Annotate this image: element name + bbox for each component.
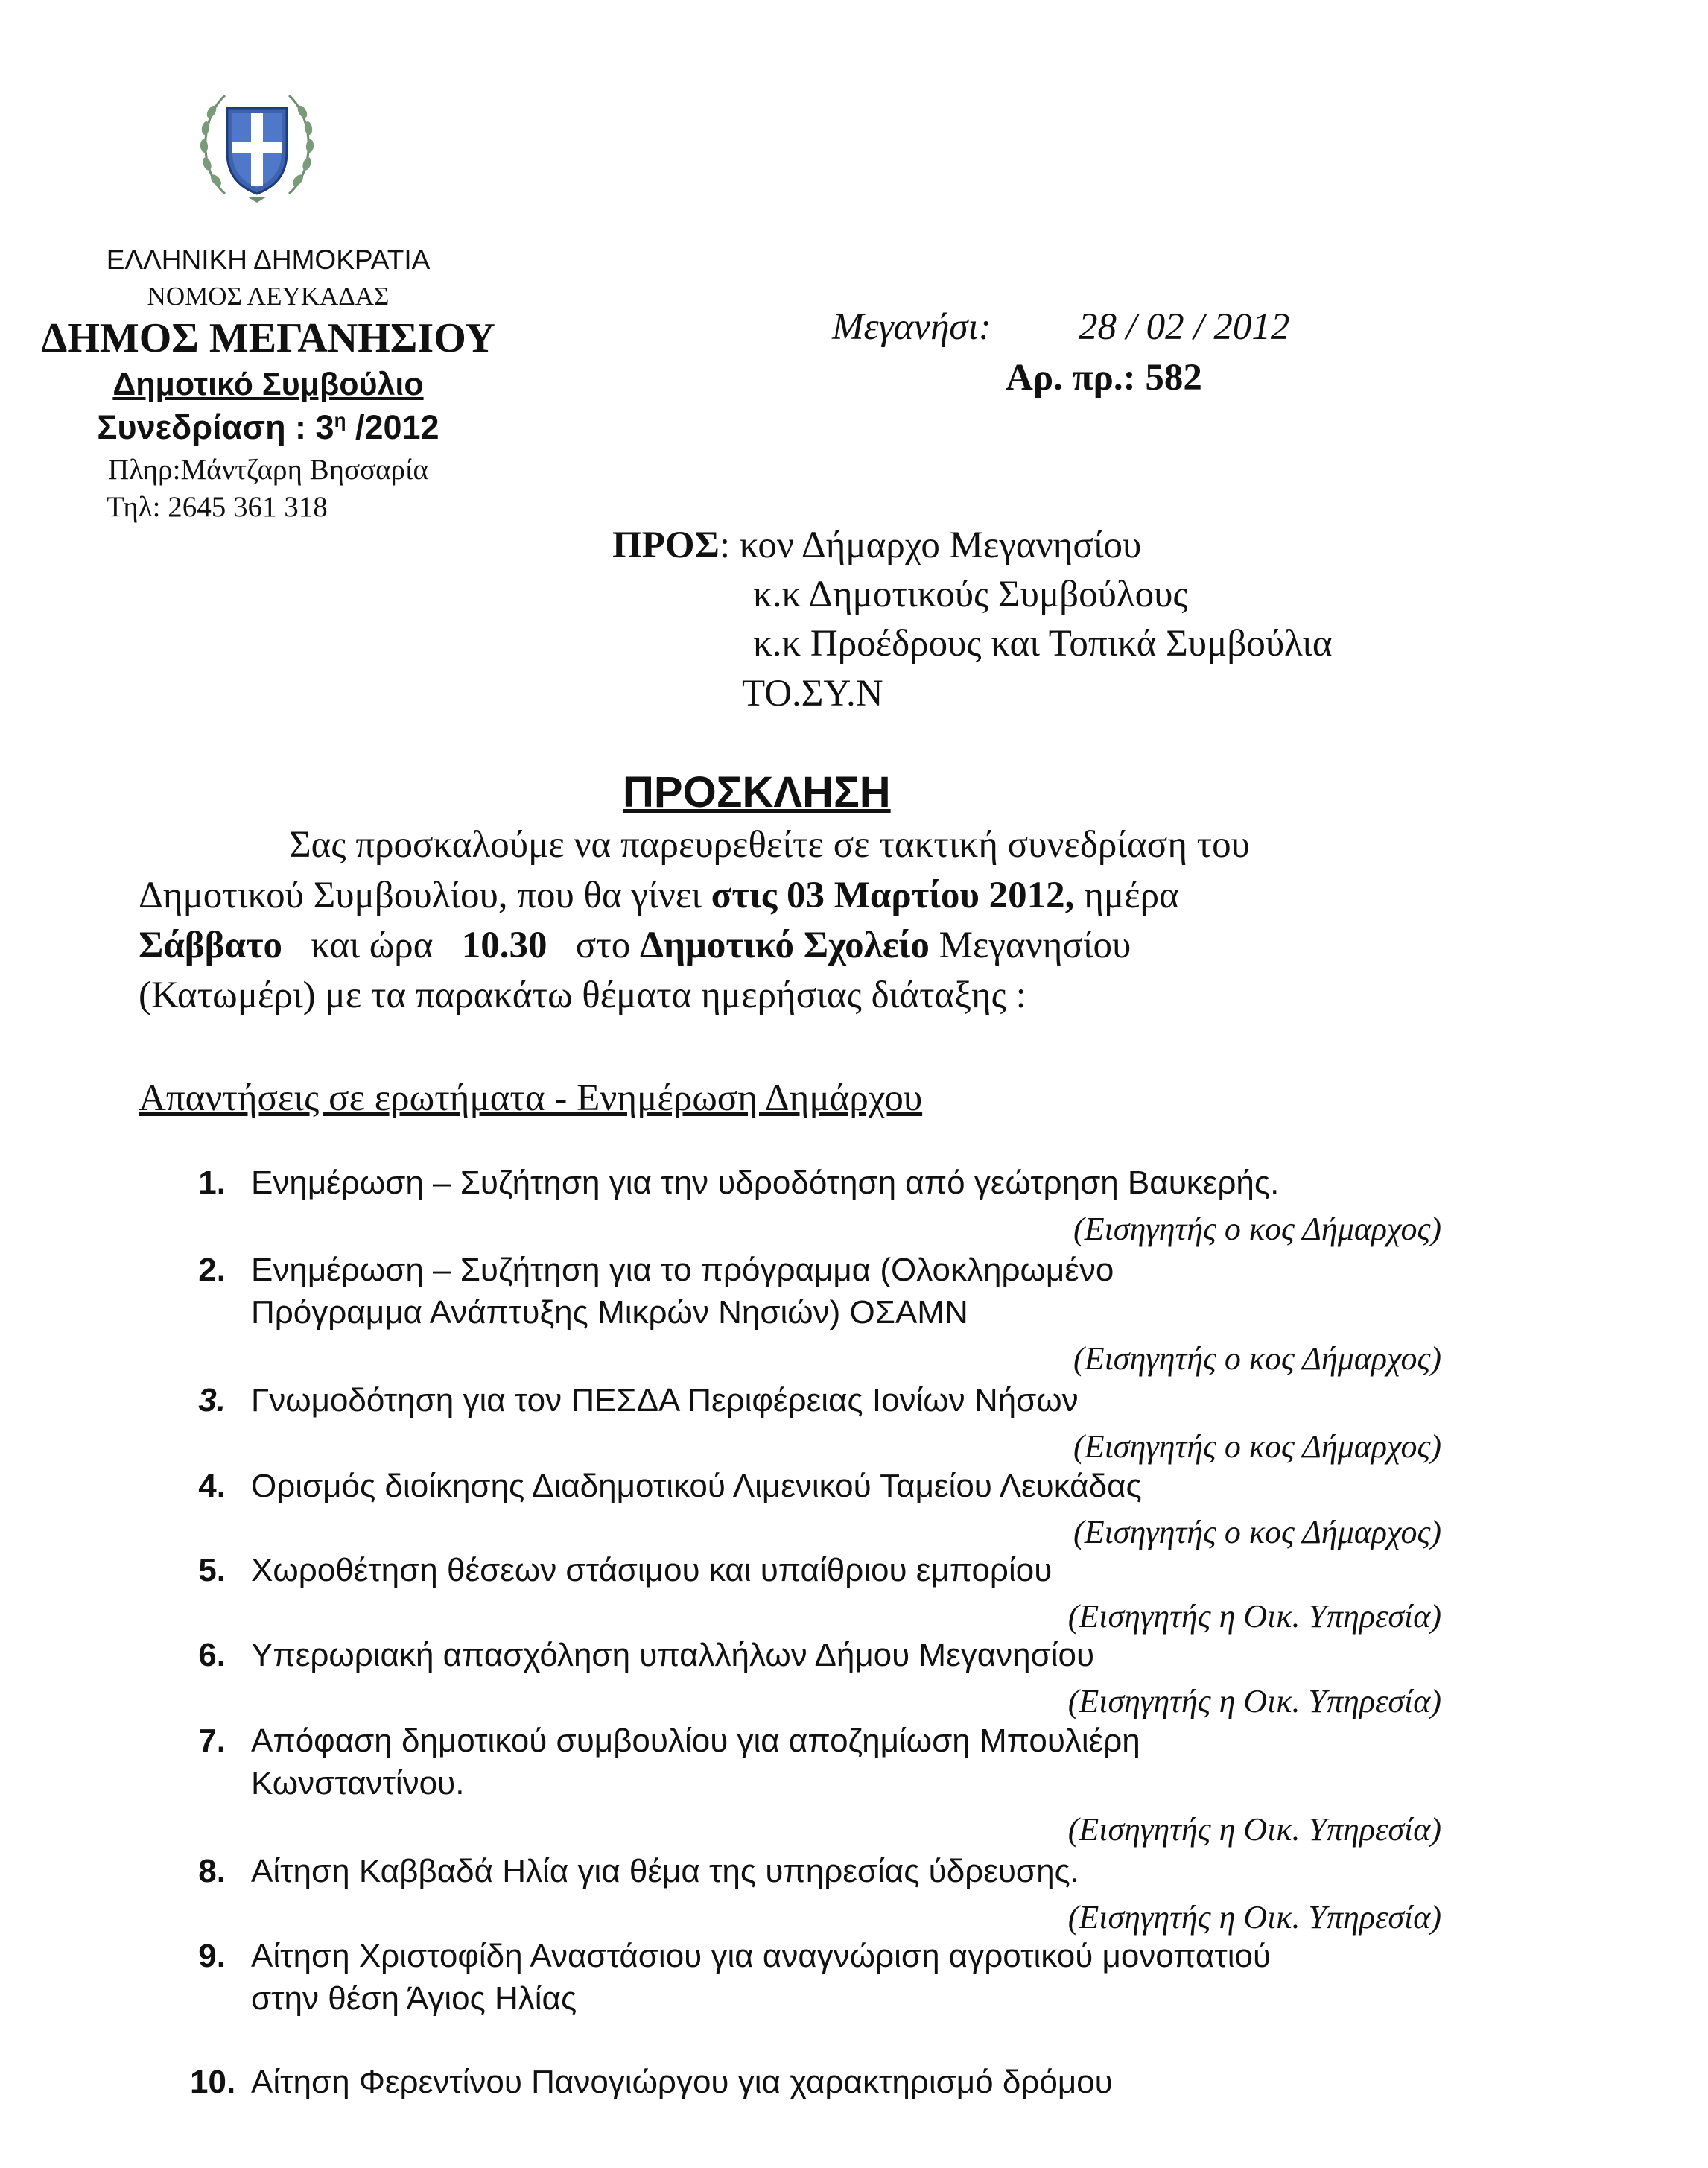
agenda-item-number: 9.	[198, 1938, 226, 1974]
agenda-item-number: 1.	[198, 1164, 226, 1201]
invitation-line-3-d: στο	[547, 925, 640, 966]
agenda-item-presenter: (Εισηγητής η Οικ. Υπηρεσία)	[1067, 1598, 1441, 1635]
session-label	[30, 408, 507, 447]
agenda-item-text: Κωνσταντίνου.	[251, 1765, 465, 1801]
agenda-item-number: 4.	[198, 1468, 226, 1504]
agenda-item-text: Γνωμοδότηση για τον ΠΕΣΔΑ Περιφέρειας Ιονίων Νήσων	[251, 1382, 1079, 1419]
session-suffix: /2012	[346, 408, 439, 446]
invitation-line-1: Σας προσκαλούμε να παρευρεθείτε σε τακτική συνεδρίαση του	[289, 824, 1250, 866]
greek-state-emblem-icon	[195, 82, 319, 206]
agenda-item-presenter: (Εισηγητής η Οικ. Υπηρεσία)	[1067, 1683, 1441, 1719]
agenda-item-number: 3.	[198, 1382, 226, 1419]
agenda-item-text: Ενημέρωση – Συζήτηση για την υδροδότηση από γεώτρηση Βαυκερής.	[251, 1164, 1280, 1201]
meeting-date: στις 03 Μαρτίου 2012,	[711, 875, 1075, 916]
agenda-item-number: 8.	[198, 1853, 226, 1889]
contact-person: Πληρ:Μάντζαρη Βησσαρία	[108, 454, 428, 486]
agenda-item-text: Αίτηση Καββαδά Ηλία για θέμα της υπηρεσίας ύδρευσης.	[251, 1853, 1079, 1889]
meeting-venue: Δημοτικό Σχολείο	[639, 925, 930, 966]
agenda-item-text: Αίτηση Φερεντίνου Πανογιώργου για χαρακτηρισμό δρόμου	[251, 2064, 1113, 2100]
agenda-item-text: Ορισμός διοίκησης Διαδημοτικού Λιμενικού Ταμείου Λευκάδας	[251, 1468, 1142, 1504]
invitation-line-2	[139, 874, 1179, 917]
meeting-time: 10.30	[461, 925, 547, 966]
agenda-item-text: Απόφαση δημοτικού συμβουλίου για αποζημίωση Μπουλιέρη	[251, 1722, 1140, 1759]
agenda-item-text: Ενημέρωση – Συζήτηση για το πρόγραμμα (Ολοκληρωμένο	[251, 1252, 1114, 1288]
agenda-item-presenter: (Εισηγητής ο κος Δήμαρχος)	[1073, 1211, 1441, 1247]
recipients-line-2: κ.κ Δημοτικούς Συμβούλους	[753, 574, 1188, 615]
phone-number: Τηλ: 2645 361 318	[107, 491, 328, 523]
agenda-item-presenter: (Εισηγητής ο κος Δήμαρχος)	[1073, 1340, 1441, 1377]
council-label: Δημοτικό Συμβούλιο	[112, 367, 424, 402]
agenda-item-presenter: (Εισηγητής η Οικ. Υπηρεσία)	[1067, 1811, 1441, 1848]
invitation-line-2-c: ημέρα	[1074, 875, 1179, 916]
session-superscript: η	[334, 409, 346, 431]
republic-label: ΕΛΛΗΝΙΚΗ ΔΗΜΟΚΡΑΤΙΑ	[106, 244, 431, 275]
invitation-line-3-f: Μεγανησίου	[929, 925, 1131, 966]
recipients-line-4: ΤΟ.ΣΥ.Ν	[742, 673, 883, 714]
section-heading: Απαντήσεις σε ερωτήματα - Ενημέρωση Δημάρχου	[139, 1077, 923, 1119]
agenda-item-number: 7.	[198, 1722, 226, 1759]
agenda-item-presenter: (Εισηγητής ο κος Δήμαρχος)	[1073, 1428, 1441, 1465]
agenda-item-text: στην θέση Άγιος Ηλίας	[251, 1980, 577, 2017]
agenda-item-number: 5.	[198, 1552, 226, 1588]
agenda-item-text: Αίτηση Χριστοφίδη Αναστάσιου για αναγνώριση αγροτικού μονοπατιού	[251, 1938, 1272, 1974]
agenda-item-number: 2.	[198, 1252, 226, 1288]
municipality-title: ΔΗΜΟΣ ΜΕΓΑΝΗΣΙΟΥ	[41, 315, 495, 361]
invitation-line-4: (Κατωμέρι) με τα παρακάτω θέματα ημερήσιας διάταξης :	[139, 974, 1026, 1016]
agenda-item-text: Χωροθέτηση θέσεων στάσιμου και υπαίθριου εμπορίου	[251, 1552, 1053, 1588]
prefecture-label: ΝΟΜΟΣ ΛΕΥΚΑΔΑΣ	[147, 282, 390, 311]
invitation-title: ΠΡΟΣΚΛΗΣΗ	[623, 768, 891, 817]
meeting-day: Σάββατο	[139, 925, 283, 966]
invitation-line-3-b: και ώρα	[282, 925, 462, 966]
invitation-line-2-a: Δημοτικού Συμβουλίου, που θα γίνει	[139, 875, 711, 916]
recipients-line-1	[612, 524, 1141, 567]
agenda-item-number: 10.	[190, 2064, 236, 2100]
agenda-item-text: Πρόγραμμα Ανάπτυξης Μικρών Νησιών) ΟΣΑΜΝ	[251, 1294, 968, 1331]
invitation-line-3	[139, 924, 1131, 967]
recipients-first: : κον Δήμαρχο Μεγανησίου	[719, 524, 1142, 566]
agenda-item-text: Υπερωριακή απασχόληση υπαλλήλων Δήμου Μεγανησίου	[251, 1637, 1095, 1673]
date-value: 28 / 02 / 2012	[1079, 306, 1290, 348]
recipients-line-3: κ.κ Προέδρους και Τοπικά Συμβούλια	[753, 623, 1333, 665]
date-place: Μεγανήσι:	[832, 306, 991, 348]
session-prefix: Συνεδρίαση : 3	[97, 408, 334, 446]
protocol-number: Αρ. πρ.: 582	[1006, 357, 1202, 399]
agenda-item-presenter: (Εισηγητής ο κος Δήμαρχος)	[1073, 1514, 1441, 1550]
agenda-item-number: 6.	[198, 1637, 226, 1673]
agenda-item-presenter: (Εισηγητής η Οικ. Υπηρεσία)	[1067, 1899, 1441, 1936]
recipients-label: ΠΡΟΣ	[612, 524, 720, 566]
